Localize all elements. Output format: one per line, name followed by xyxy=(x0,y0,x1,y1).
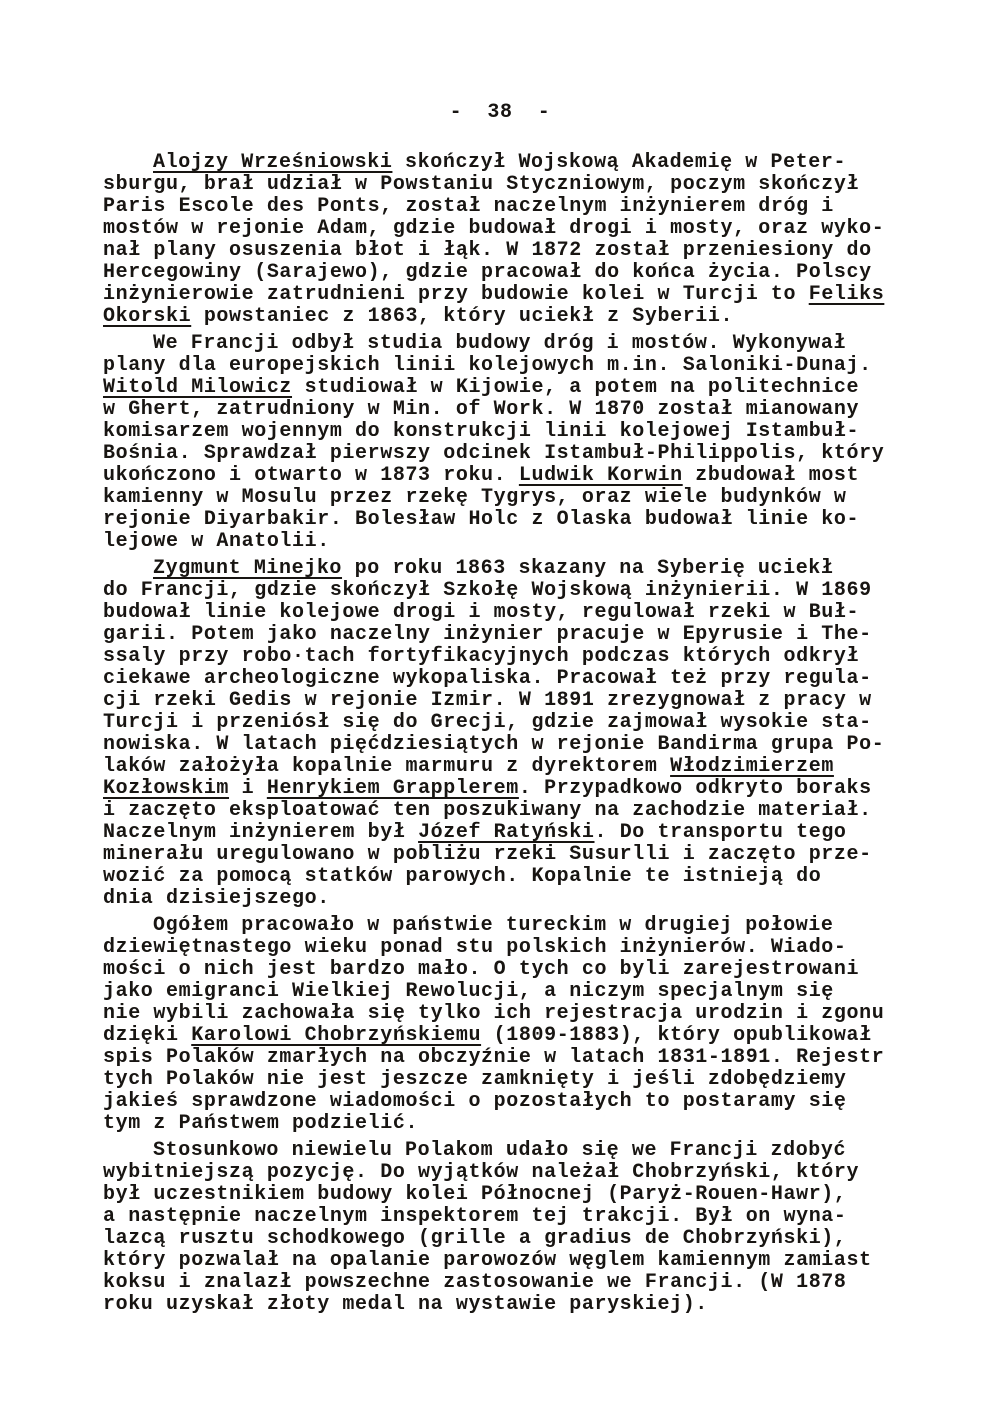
paragraph xyxy=(103,152,903,328)
text-line xyxy=(103,174,903,196)
text-line xyxy=(103,690,903,712)
text-segment: budował linie kolejowe drogi i mosty, regulował rzeki w Buł- xyxy=(103,601,860,624)
page-number: - 38 - xyxy=(449,101,551,124)
text-line xyxy=(103,1206,903,1228)
text-segment: komisarzem wojennym do konstrukcji linii kolejowej Istambuł- xyxy=(103,420,860,443)
text-line xyxy=(103,800,903,822)
text-segment: jako emigranci Wielkiej Rewolucji, a niczym specjalnym się xyxy=(103,980,834,1003)
text-line xyxy=(103,1162,903,1184)
text-line xyxy=(103,778,903,800)
text-line xyxy=(103,465,903,487)
text-line xyxy=(103,218,903,240)
text-segment: w Ghert, zatrudniony w Min. of Work. W 1870 został mianowany xyxy=(103,398,860,421)
paragraph xyxy=(103,915,903,1135)
text-line xyxy=(103,355,903,377)
text-line xyxy=(103,822,903,844)
text-line xyxy=(103,1047,903,1069)
text-segment: nał plany osuszenia błot i łąk. W 1872 został przeniesiony do xyxy=(103,239,872,262)
text-line xyxy=(103,734,903,756)
text-line xyxy=(103,1184,903,1206)
text-segment: Paris Escole des Ponts, został naczelnym inżynierem dróg i xyxy=(103,195,834,218)
text-line xyxy=(103,1228,903,1250)
text-segment: lejowe w Anatolii. xyxy=(103,530,330,553)
paragraph xyxy=(103,1140,903,1316)
text-segment: Ogółem pracowało w państwie tureckim w drugiej połowie xyxy=(153,914,834,937)
text-segment: laków założyła kopalnie marmuru z dyrektorem xyxy=(103,755,671,778)
text-segment: Turcji i przeniósł się do Grecji, gdzie zajmował wysokie sta- xyxy=(103,711,872,734)
text-segment: garii. Potem jako naczelny inżynier pracuje w Epyrusie i The- xyxy=(103,623,872,646)
text-segment: studiował w Kijowie, a potem na politechnice xyxy=(292,376,860,399)
text-segment: tych Polaków nie jest jeszcze zamknięty i jeśli zdobędziemy xyxy=(103,1068,847,1091)
person-name-underlined: Okorski xyxy=(103,305,192,328)
person-name-underlined: Henrykiem Grapplerem xyxy=(266,777,519,800)
text-segment: minerału uregulowano w pobliżu rzeki Susurlli i zaczęto prze- xyxy=(103,843,872,866)
text-line xyxy=(103,756,903,778)
text-segment: mostów w rejonie Adam, gdzie budował drogi i mosty, oraz wyko- xyxy=(103,217,885,240)
text-line xyxy=(103,333,903,355)
text-segment: ciekawe archeologiczne wykopaliska. Pracował też przy regula- xyxy=(103,667,872,690)
text-segment: i zaczęto eksploatować ten poszukiwany na zachodzie materiał. xyxy=(103,799,872,822)
text-line xyxy=(103,624,903,646)
person-name-underlined: Kozłowskim xyxy=(103,777,230,800)
text-segment: lazcą rusztu schodkowego (grille a gradius de Chobrzyński), xyxy=(103,1227,847,1250)
text-line xyxy=(103,844,903,866)
text-line xyxy=(103,959,903,981)
text-segment: nowiska. W latach pięćdziesiątych w rejonie Bandirma grupa Po- xyxy=(103,733,885,756)
text-line xyxy=(103,399,903,421)
text-line xyxy=(103,558,903,580)
text-segment: ssaly przy robo·tach fortyfikacyjnych podczas których odkrył xyxy=(103,645,860,668)
text-line xyxy=(103,240,903,262)
text-line xyxy=(103,262,903,284)
text-line xyxy=(103,888,903,910)
text-segment: Naczelnym inżynierem był xyxy=(103,821,419,844)
paragraph xyxy=(103,558,903,910)
text-segment: jakieś sprawdzone wiadomości o pozostałych to postaramy się xyxy=(103,1090,847,1113)
text-line xyxy=(103,915,903,937)
text-segment: do Francji, gdzie skończył Szkołę Wojskową inżynierii. W 1869 xyxy=(103,579,872,602)
text-line xyxy=(103,712,903,734)
text-line xyxy=(103,937,903,959)
text-segment: kamienny w Mosulu przez rzekę Tygrys, oraz wiele budynków w xyxy=(103,486,847,509)
text-segment: dziewiętnastego wieku ponad stu polskich inżynierów. Wiado- xyxy=(103,936,847,959)
text-line xyxy=(103,487,903,509)
text-line xyxy=(103,1140,903,1162)
person-name-underlined: Włodzimierzem xyxy=(670,755,834,778)
text-segment: (1809-1883), który opublikował xyxy=(481,1024,872,1047)
person-name-underlined: Karolowi Chobrzyńskiemu xyxy=(191,1024,482,1047)
text-line xyxy=(103,509,903,531)
text-line xyxy=(103,1294,903,1316)
text-segment: inżynierowie zatrudnieni przy budowie kolei w Turcji to xyxy=(103,283,809,306)
text-segment: mości o nich jest bardzo mało. O tych co byli zarejestrowani xyxy=(103,958,860,981)
text-line xyxy=(103,1091,903,1113)
text-line xyxy=(103,377,903,399)
text-segment: ukończono i otwarto w 1873 roku. xyxy=(103,464,519,487)
text-line xyxy=(103,284,903,306)
person-name-underlined: Witold Milowicz xyxy=(103,376,293,399)
text-segment: a następnie naczelnym inspektorem tej trakcji. Był on wyna- xyxy=(103,1205,847,1228)
text-line xyxy=(103,1069,903,1091)
text-segment: który pozwalał na opalanie parowozów węglem kamiennym zamiast xyxy=(103,1249,872,1272)
text-segment: zbudował most xyxy=(682,464,860,487)
text-segment: nie wybili zachowała się tylko ich rejestracja urodzin i zgonu xyxy=(103,1002,885,1025)
paragraph xyxy=(103,333,903,553)
person-name-underlined: Ludwik Korwin xyxy=(518,464,683,487)
text-segment: . Do transportu tego xyxy=(594,821,847,844)
text-line xyxy=(103,443,903,465)
text-segment: wybitniejszą pozycję. Do wyjątków należał Chobrzyński, który xyxy=(103,1161,860,1184)
text-segment: plany dla europejskich linii kolejowych m.in. Saloniki-Dunaj. xyxy=(103,354,872,377)
text-segment: rejonie Diyarbakir. Bolesław Holc z Olaska budował linie ko- xyxy=(103,508,860,531)
person-name-underlined: Feliks xyxy=(808,283,885,306)
text-line xyxy=(103,1003,903,1025)
text-line xyxy=(103,866,903,888)
text-line xyxy=(103,421,903,443)
person-name-underlined: Alojzy Wrześniowski xyxy=(153,151,393,174)
text-segment: spis Polaków zmarłych na obczyźnie w latach 1831-1891. Rejestr xyxy=(103,1046,885,1069)
text-segment: Stosunkowo niewielu Polakom udało się we Francji zdobyć xyxy=(153,1139,847,1162)
text-line xyxy=(103,668,903,690)
text-segment: skończył Wojskową Akademię w Peter- xyxy=(392,151,847,174)
person-name-underlined: Zygmunt Minejko xyxy=(153,557,343,580)
text-segment: sburgu, brał udział w Powstaniu Styczniowym, poczym skończył xyxy=(103,173,860,196)
text-line xyxy=(103,1113,903,1135)
text-segment: dzięki xyxy=(103,1024,192,1047)
text-segment: Bośnia. Sprawdzał pierwszy odcinek Istambuł-Philippolis, który xyxy=(103,442,885,465)
text-line xyxy=(103,196,903,218)
text-line xyxy=(103,531,903,553)
text-segment: dnia dzisiejszego. xyxy=(103,887,330,910)
text-segment: wozić za pomocą statków parowych. Kopalnie te istnieją do xyxy=(103,865,822,888)
text-segment: powstaniec z 1863, który uciekł z Syberii. xyxy=(191,305,734,328)
text-line xyxy=(103,981,903,1003)
person-name-underlined: Józef Ratyński xyxy=(418,821,595,844)
text-line xyxy=(103,1272,903,1294)
text-segment: i xyxy=(229,777,267,800)
text-segment: cji rzeki Gedis w rejonie Izmir. W 1891 zrezygnował z pracy w xyxy=(103,689,872,712)
text-segment: . Przypadkowo odkryto boraks xyxy=(518,777,872,800)
text-line xyxy=(103,306,903,328)
text-segment: We Francji odbył studia budowy dróg i mostów. Wykonywał xyxy=(153,332,847,355)
text-segment: po roku 1863 skazany na Syberię uciekł xyxy=(342,557,834,580)
text-segment: tym z Państwem podzielić. xyxy=(103,1112,419,1135)
text-line xyxy=(103,646,903,668)
text-segment: koksu i znalazł powszechne zastosowanie we Francji. (W 1878 xyxy=(103,1271,847,1294)
text-segment: był uczestnikiem budowy kolei Północnej (Paryż-Rouen-Hawr), xyxy=(103,1183,847,1206)
text-line xyxy=(103,602,903,624)
document-body xyxy=(103,152,903,1321)
text-line xyxy=(103,580,903,602)
text-segment: Hercegowiny (Sarajewo), gdzie pracował do końca życia. Polscy xyxy=(103,261,872,284)
text-line xyxy=(103,152,903,174)
text-line xyxy=(103,1250,903,1272)
text-segment: roku uzyskał złoty medal na wystawie paryskiej). xyxy=(103,1293,708,1316)
text-line xyxy=(103,1025,903,1047)
